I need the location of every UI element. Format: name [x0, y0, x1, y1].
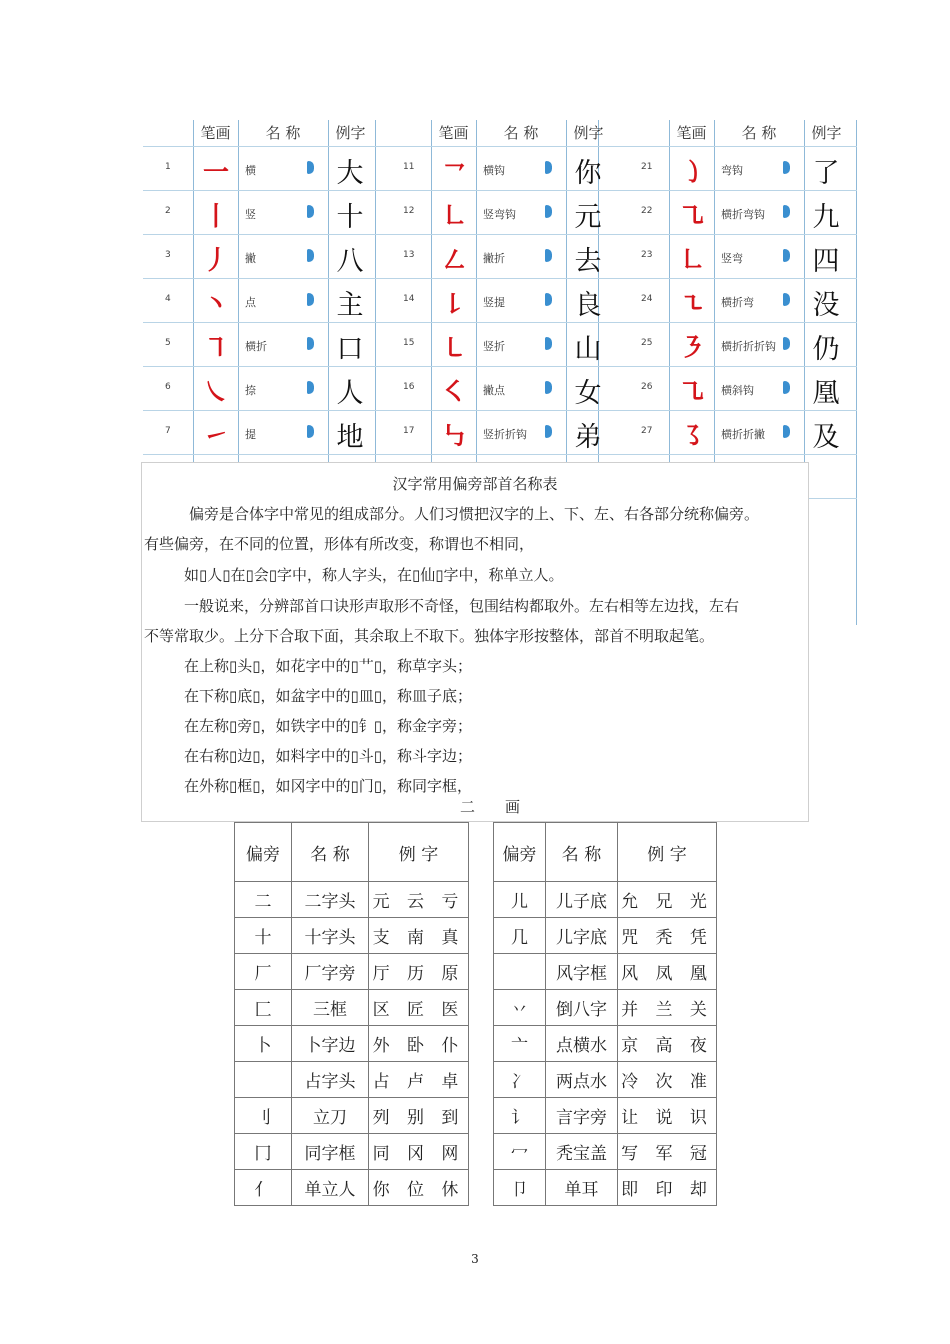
stroke-number: 22 [641, 206, 653, 216]
speaker-icon[interactable] [307, 381, 314, 394]
grid-line [143, 322, 857, 323]
grid-line [856, 120, 857, 625]
speaker-icon[interactable] [783, 249, 790, 262]
stroke-glyph: ㇏ [202, 378, 229, 408]
radical-cell: 十 [235, 918, 292, 954]
stroke-glyph: ㇉ [440, 422, 467, 452]
stroke-number: 27 [641, 426, 653, 436]
stroke-number: 1 [165, 162, 171, 172]
example-cell: 冷 次 准 [618, 1062, 717, 1098]
stroke-header: 名 称 [265, 124, 301, 142]
stroke-number: 4 [165, 294, 171, 304]
name-cell: 儿子底 [546, 882, 618, 918]
section-heading: 二画 [460, 798, 551, 816]
stroke-name: 撇点 [483, 384, 505, 397]
stroke-example: 人 [336, 378, 364, 409]
stroke-glyph: ㇛ [440, 378, 467, 408]
grid-line [143, 454, 857, 455]
stroke-glyph: ㇕ [202, 334, 229, 364]
name-cell: 点横水 [546, 1026, 618, 1062]
speaker-icon[interactable] [783, 293, 790, 306]
speaker-icon[interactable] [307, 425, 314, 438]
stroke-name: 弯钩 [721, 164, 743, 177]
speaker-icon[interactable] [783, 381, 790, 394]
stroke-number: 7 [165, 426, 171, 436]
intro-title: 汉字常用偏旁部首名称表 [392, 475, 558, 493]
header-name: 名 称 [546, 823, 618, 882]
table-row [235, 918, 717, 954]
stroke-glyph: ㇍ [678, 290, 705, 320]
stroke-example: 及 [812, 422, 840, 453]
name-cell: 倒八字 [546, 990, 618, 1026]
example-cell: 写 军 冠 [618, 1134, 717, 1170]
speaker-icon[interactable] [783, 337, 790, 350]
stroke-name: 撇折 [483, 252, 505, 265]
stroke-number: 14 [403, 294, 415, 304]
example-cell: 同 冈 网 [369, 1134, 469, 1170]
stroke-name: 横折 [245, 340, 267, 353]
speaker-icon[interactable] [307, 161, 314, 174]
stroke-name: 撇 [245, 252, 256, 265]
intro-line: 在外称▯框▯，如冈字中的▯门▯，称同字框， [184, 777, 473, 795]
stroke-header: 例字 [811, 124, 842, 142]
radical-cell: 亠 [494, 1026, 546, 1062]
column-gap [469, 990, 494, 1026]
name-cell: 言字旁 [546, 1098, 618, 1134]
column-gap [469, 1026, 494, 1062]
stroke-number: 26 [641, 382, 653, 392]
stroke-number: 24 [641, 294, 653, 304]
stroke-name: 竖弯 [721, 252, 743, 265]
stroke-example: 四 [812, 246, 840, 277]
example-cell: 厅 历 原 [369, 954, 469, 990]
radical-cell: 二 [235, 882, 292, 918]
stroke-glyph: ㇋ [678, 334, 705, 364]
stroke-glyph: ㇜ [440, 246, 467, 276]
name-cell: 儿字底 [546, 918, 618, 954]
stroke-header: 笔画 [438, 124, 469, 142]
radical-cell: 卜 [235, 1026, 292, 1062]
stroke-example: 地 [336, 422, 364, 453]
radical-cell: 冖 [494, 1134, 546, 1170]
name-cell: 秃宝盖 [546, 1134, 618, 1170]
stroke-name: 竖折 [483, 340, 505, 353]
name-cell: 厂字旁 [292, 954, 369, 990]
header-example: 例 字 [618, 823, 717, 882]
stroke-example: 你 [574, 158, 602, 189]
column-gap [469, 1062, 494, 1098]
speaker-icon[interactable] [783, 205, 790, 218]
name-cell: 立刀 [292, 1098, 369, 1134]
stroke-number: 15 [403, 338, 415, 348]
example-cell: 支 南 真 [369, 918, 469, 954]
stroke-glyph: 丨 [202, 202, 229, 232]
table-row [235, 1062, 717, 1098]
stroke-number: 2 [165, 206, 171, 216]
stroke-header: 例字 [335, 124, 366, 142]
example-cell: 风 凤 凰 [618, 954, 717, 990]
name-cell: 单立人 [292, 1170, 369, 1206]
stroke-example: 口 [336, 334, 364, 365]
stroke-glyph: ㇖ [440, 158, 467, 188]
example-cell: 并 兰 关 [618, 990, 717, 1026]
intro-line: 如▯人▯在▯会▯字中，称人字头，在▯仙▯字中，称单立人。 [184, 566, 564, 584]
stroke-name: 提 [245, 428, 256, 441]
table-row [235, 1098, 717, 1134]
stroke-glyph: ㇗ [678, 246, 705, 276]
example-cell: 区 匠 医 [369, 990, 469, 1026]
stroke-name: 竖弯钩 [483, 208, 516, 221]
intro-line: 在右称▯边▯，如料字中的▯斗▯，称斗字边； [184, 747, 473, 765]
intro-line: 有些偏旁，在不同的位置，形体有所改变，称谓也不相同， [144, 535, 535, 553]
radical-cell: 几 [494, 918, 546, 954]
stroke-number: 13 [403, 250, 415, 260]
stroke-number: 21 [641, 162, 653, 172]
name-cell: 三框 [292, 990, 369, 1026]
stroke-name: 横折弯 [721, 296, 754, 309]
stroke-number: 5 [165, 338, 171, 348]
stroke-glyph: ㇌ [678, 422, 705, 452]
stroke-number: 23 [641, 250, 653, 260]
example-cell: 你 位 休 [369, 1170, 469, 1206]
speaker-icon[interactable] [783, 425, 790, 438]
stroke-name: 竖提 [483, 296, 505, 309]
example-cell: 咒 秃 凭 [618, 918, 717, 954]
speaker-icon[interactable] [783, 161, 790, 174]
table-row [235, 954, 717, 990]
stroke-name: 竖 [245, 208, 256, 221]
stroke-example: 八 [336, 246, 364, 277]
stroke-number: 11 [403, 162, 415, 172]
stroke-example: 十 [336, 202, 364, 233]
stroke-name: 横折折折钩 [721, 340, 776, 353]
speaker-icon[interactable] [545, 293, 552, 306]
radical-cell [235, 1062, 292, 1098]
stroke-glyph: 一 [202, 158, 229, 188]
stroke-header: 笔画 [200, 124, 231, 142]
example-cell: 元 云 亏 [369, 882, 469, 918]
speaker-icon[interactable] [307, 337, 314, 350]
radical-cell: 儿 [494, 882, 546, 918]
stroke-number: 16 [403, 382, 415, 392]
stroke-glyph: ㇁ [678, 158, 705, 188]
column-gap [469, 1098, 494, 1134]
intro-text-box [141, 462, 809, 822]
column-gap [469, 1134, 494, 1170]
stroke-header: 笔画 [676, 124, 707, 142]
table-row [235, 1134, 717, 1170]
stroke-number: 12 [403, 206, 415, 216]
stroke-glyph: ㇈ [678, 378, 705, 408]
stroke-example: 去 [574, 246, 602, 277]
speaker-icon[interactable] [545, 337, 552, 350]
radical-cell: 匚 [235, 990, 292, 1026]
name-cell: 风字框 [546, 954, 618, 990]
radical-cell: 亻 [235, 1170, 292, 1206]
stroke-number: 25 [641, 338, 653, 348]
stroke-name: 横折折撇 [721, 428, 765, 441]
name-cell: 单耳 [546, 1170, 618, 1206]
table-header-row [235, 823, 717, 882]
stroke-example: 元 [574, 202, 602, 233]
stroke-glyph: ㇈ [678, 202, 705, 232]
column-gap [469, 918, 494, 954]
intro-line: 不等常取少。上分下合取下面，其余取上不取下。独体字形按整体，部首不明取起笔。 [144, 627, 715, 645]
column-gap [469, 882, 494, 918]
table-row [235, 1026, 717, 1062]
speaker-icon[interactable] [545, 425, 552, 438]
stroke-number: 6 [165, 382, 171, 392]
stroke-glyph: 丶 [202, 290, 229, 320]
header-radical: 偏旁 [235, 823, 292, 882]
example-cell: 列 别 到 [369, 1098, 469, 1134]
stroke-header: 例字 [573, 124, 604, 142]
column-gap [469, 1170, 494, 1206]
stroke-number: 17 [403, 426, 415, 436]
stroke-number: 3 [165, 250, 171, 260]
stroke-glyph: 丿 [202, 246, 229, 276]
speaker-icon[interactable] [545, 205, 552, 218]
stroke-name: 横 [245, 164, 256, 177]
speaker-icon[interactable] [545, 161, 552, 174]
example-cell: 让 说 识 [618, 1098, 717, 1134]
name-cell: 两点水 [546, 1062, 618, 1098]
stroke-example: 山 [574, 334, 602, 365]
stroke-glyph: ㇀ [202, 422, 229, 452]
speaker-icon[interactable] [545, 249, 552, 262]
page-number: 3 [471, 1252, 479, 1266]
stroke-glyph: ㇗ [440, 202, 467, 232]
example-cell: 占 卢 卓 [369, 1062, 469, 1098]
column-gap [469, 954, 494, 990]
grid-line [143, 366, 857, 367]
stroke-glyph: ㇄ [440, 334, 467, 364]
example-cell: 京 高 夜 [618, 1026, 717, 1062]
name-cell: 同字框 [292, 1134, 369, 1170]
stroke-name: 点 [245, 296, 256, 309]
stroke-example: 凰 [812, 378, 840, 409]
example-cell: 外 卧 仆 [369, 1026, 469, 1062]
name-cell: 十字头 [292, 918, 369, 954]
stroke-name: 竖折折钩 [483, 428, 527, 441]
stroke-example: 良 [574, 290, 602, 321]
speaker-icon[interactable] [307, 249, 314, 262]
stroke-name: 捺 [245, 384, 256, 397]
example-cell: 即 印 却 [618, 1170, 717, 1206]
radical-cell: 冂 [235, 1134, 292, 1170]
radical-cell: 刂 [235, 1098, 292, 1134]
header-example: 例 字 [369, 823, 469, 882]
stroke-example: 主 [336, 290, 364, 321]
grid-line [143, 234, 857, 235]
intro-line: 在左称▯旁▯，如铁字中的▯钅▯，称金字旁； [184, 717, 473, 735]
speaker-icon[interactable] [545, 381, 552, 394]
radical-cell [494, 954, 546, 990]
table-row [235, 1170, 717, 1206]
radical-cell: 冫 [494, 1062, 546, 1098]
stroke-glyph: ㇙ [440, 290, 467, 320]
intro-line: 在上称▯头▯，如花字中的▯艹▯，称草字头； [184, 657, 473, 675]
stroke-example: 没 [812, 290, 840, 321]
table-row [235, 882, 717, 918]
column-gap [469, 823, 494, 882]
header-radical: 偏旁 [494, 823, 546, 882]
stroke-example: 仍 [812, 334, 840, 365]
stroke-example: 九 [812, 202, 840, 233]
stroke-header: 名 称 [741, 124, 777, 142]
stroke-example: 大 [336, 158, 364, 189]
radical-cell: 丷 [494, 990, 546, 1026]
table-row [235, 990, 717, 1026]
grid-line [143, 146, 857, 147]
stroke-example: 女 [574, 378, 602, 409]
intro-line: 在下称▯底▯，如盆字中的▯皿▯，称皿子底； [184, 687, 473, 705]
grid-line [143, 410, 857, 411]
radical-cell: 讠 [494, 1098, 546, 1134]
grid-line [143, 190, 857, 191]
stroke-name: 横折弯钩 [721, 208, 765, 221]
name-cell: 二字头 [292, 882, 369, 918]
radical-cell: 厂 [235, 954, 292, 990]
header-name: 名 称 [292, 823, 369, 882]
stroke-name: 横斜钩 [721, 384, 754, 397]
speaker-icon[interactable] [307, 293, 314, 306]
example-cell: 允 兄 光 [618, 882, 717, 918]
stroke-header: 名 称 [503, 124, 539, 142]
stroke-example: 弟 [574, 422, 602, 453]
radical-cell: 卩 [494, 1170, 546, 1206]
stroke-name: 横钩 [483, 164, 505, 177]
intro-line: 一般说来，分辨部首口诀形声取形不奇怪，包围结构都取外。左右相等左边找，左右 [184, 597, 740, 615]
grid-line [143, 278, 857, 279]
speaker-icon[interactable] [307, 205, 314, 218]
name-cell: 卜字边 [292, 1026, 369, 1062]
radical-table [234, 822, 716, 1206]
stroke-example: 了 [812, 158, 840, 189]
name-cell: 占字头 [292, 1062, 369, 1098]
intro-line: 偏旁是合体字中常见的组成部分。人们习惯把汉字的上、下、左、右各部分统称偏旁。 [189, 505, 760, 523]
